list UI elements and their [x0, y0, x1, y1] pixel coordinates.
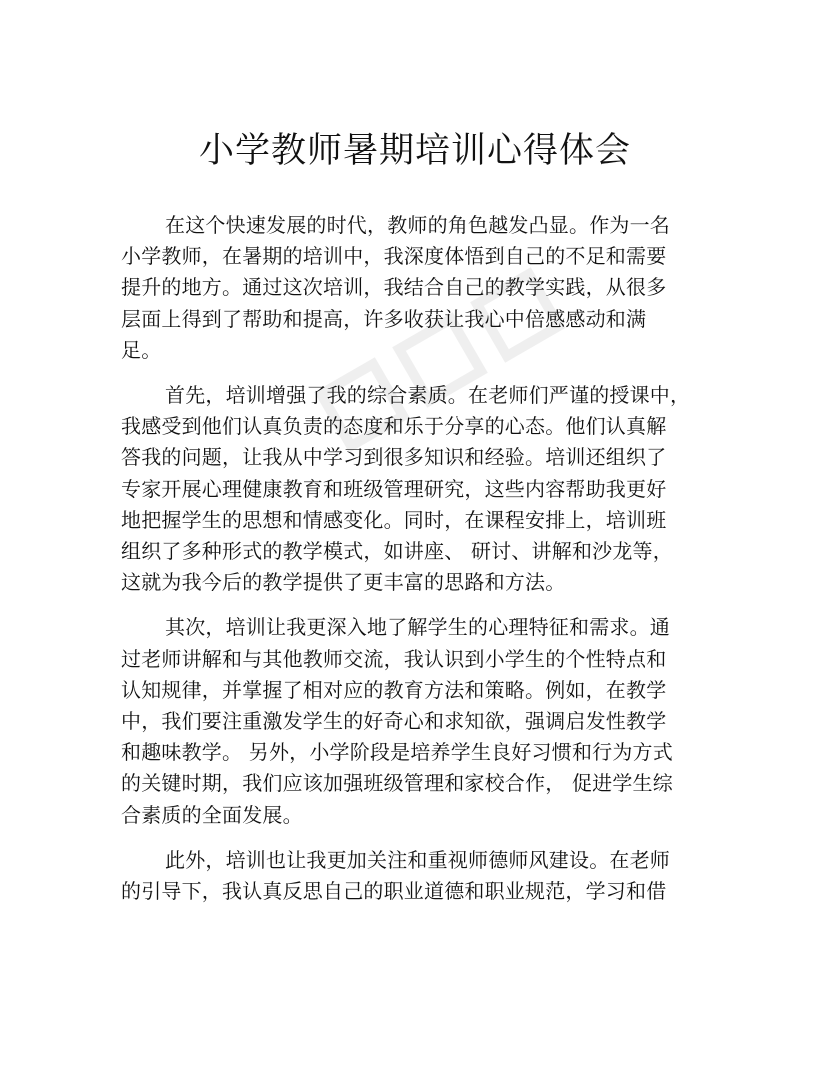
text-line: 足。: [121, 337, 162, 362]
text-line: 合素质的全面发展。: [121, 802, 303, 827]
paragraph-4: [121, 845, 711, 907]
paragraph-3: [121, 612, 711, 830]
text-line: 和趣味教学。 另外，小学阶段是培养学生良好习惯和行为方式: [121, 740, 673, 765]
text-line: 提升的地方。通过这次培训，我结合自己的教学实践，从很多: [121, 275, 667, 300]
text-line: 的引导下，我认真反思自己的职业道德和职业规范，学习和借: [121, 879, 667, 904]
text-line: 这就为我今后的教学提供了更丰富的思路和方法。: [121, 570, 566, 595]
text-line: 过老师讲解和与其他教师交流，我认识到小学生的个性特点和: [121, 646, 667, 671]
text-line: 认知规律，并掌握了相对应的教育方法和策略。例如，在教学: [121, 677, 667, 702]
text-line: 的关键时期，我们应该加强班级管理和家校合作， 促进学生综: [121, 771, 673, 796]
text-line: 专家开展心理健康教育和班级管理研究，这些内容帮助我更好: [121, 476, 667, 501]
document-title: 小学教师暑期培训心得体会: [198, 131, 631, 171]
text-line: 地把握学生的思想和情感变化。同时，在课程安排上，培训班: [121, 507, 667, 532]
text-line: 其次，培训让我更深入地了解学生的心理特征和需求。通: [165, 615, 670, 640]
text-line: 答我的问题，让我从中学习到很多知识和经验。培训还组织了: [121, 445, 667, 470]
text-line: 组织了多种形式的教学模式，如讲座、 研讨、讲解和沙龙等，: [121, 539, 673, 564]
paragraph-1: [121, 210, 711, 366]
text-line: 我感受到他们认真负责的态度和乐于分享的心态。他们认真解: [121, 414, 667, 439]
text-line: 层面上得到了帮助和提高，许多收获让我心中倍感感动和满: [121, 306, 647, 331]
text-line: 首先，培训增强了我的综合素质。在老师们严谨的授课中，: [165, 383, 691, 408]
paragraph-2: [121, 380, 711, 598]
text-line: 在这个快速发展的时代，教师的角色越发凸显。作为一名: [165, 213, 670, 237]
text-line: 此外，培训也让我更加关注和重视师德师风建设。在老师: [165, 847, 670, 872]
text-line: 中，我们要注重激发学生的好奇心和求知欲，强调启发性教学: [121, 709, 667, 734]
text-line: 小学教师，在暑期的培训中，我深度体悟到自己的不足和需要: [121, 244, 667, 269]
document-body: [121, 210, 711, 921]
